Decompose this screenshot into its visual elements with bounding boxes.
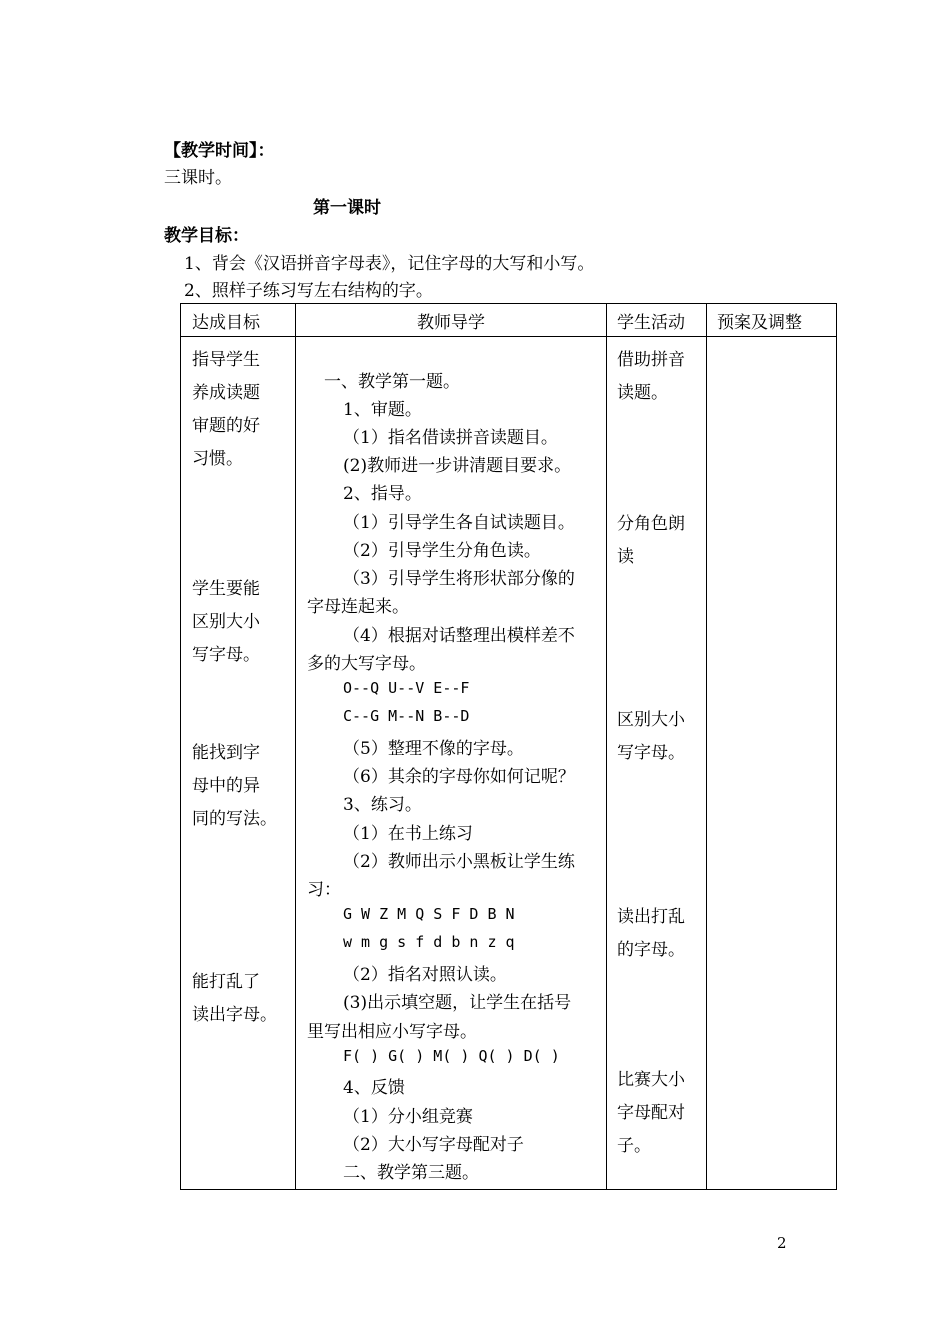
teach-line: （5）整理不像的字母。 [343,739,524,759]
teach-line: C--G M--N B--D [343,707,470,725]
goal-item: 1、背会《汉语拼音字母表》，记住字母的大写和小写。 [184,254,595,274]
teach-line: 1、审题。 [343,400,422,420]
table-header-row [181,304,837,337]
lesson-plan-table [180,303,837,1190]
lesson-title: 第一课时 [313,198,381,218]
goal-item: 2、照样子练习写左右结构的字。 [184,281,433,301]
teach-line: （3）引导学生将形状部分像的 [343,569,575,589]
teach-line: （1）指名借读拼音读题目。 [343,428,558,448]
goal-cell [181,337,296,1190]
goal-line: 习惯。 [192,449,243,469]
student-line: 读 [617,547,634,567]
student-line: 字母配对 [617,1103,685,1123]
teach-line: （2）教师出示小黑板让学生练 [343,852,575,872]
student-line: 读出打乱 [617,907,685,927]
goal-line: 能找到字 [192,743,260,763]
goal-line: 养成读题 [192,383,260,403]
student-line: 的字母。 [617,940,685,960]
teach-line: (3)出示填空题，让学生在括号 [343,993,572,1013]
teach-line: （6）其余的字母你如何记呢？ [343,767,575,787]
goal-line: 指导学生 [192,350,260,370]
student-line: 区别大小 [617,710,685,730]
goals-title: 教学目标： [164,226,249,246]
teach-line: （2）引导学生分角色读。 [343,541,541,561]
goal-line: 区别大小 [192,612,260,632]
teach-line: （4）根据对话整理出模样差不 [343,626,575,646]
teach-line: 4、反馈 [343,1078,405,1098]
teach-line: 多的大写字母。 [307,654,426,674]
student-line: 分角色朗 [617,514,685,534]
teach-line: O--Q U--V E--F [343,679,470,697]
goal-line: 能打乱了 [192,972,260,992]
teach-line: 2、指导。 [343,484,422,504]
teach-line: （1）引导学生各自试读题目。 [343,513,575,533]
teach-line: （2）大小写字母配对子 [343,1135,524,1155]
teach-line: （1）分小组竞赛 [343,1107,473,1127]
teach-line: 习： [307,880,341,900]
student-line: 子。 [617,1136,651,1156]
goal-line: 读出字母。 [192,1005,277,1025]
teach-line: 字母连起来。 [307,597,409,617]
goal-line: 学生要能 [192,579,260,599]
teacher-guide-cell [296,337,607,1190]
teaching-time-value: 三课时。 [164,168,232,188]
header-teacher-guide: 教师导学 [296,304,607,337]
teaching-time-title: 【教学时间】： [164,141,275,161]
teach-line: （2）指名对照认读。 [343,965,507,985]
teach-line: 里写出相应小写字母。 [307,1022,477,1042]
header-student-activity: 学生活动 [607,304,707,337]
table-row [181,337,837,1190]
teach-line: G W Z M Q S F D B N [343,905,515,923]
page-number: 2 [777,1234,787,1252]
teach-line: 一、教学第一题。 [324,372,460,392]
teach-line: 3、练习。 [343,795,422,815]
adjustment-cell [707,337,837,1190]
student-line: 借助拼音 [617,350,685,370]
student-activity-cell [607,337,707,1190]
goal-line: 审题的好 [192,416,260,436]
goal-line: 写字母。 [192,645,260,665]
student-line: 写字母。 [617,743,685,763]
teach-line: w m g s f d b n z q [343,933,515,951]
goal-line: 同的写法。 [192,809,277,829]
goal-line: 母中的异 [192,776,260,796]
teach-line: 二、教学第三题。 [343,1163,479,1183]
student-line: 比赛大小 [617,1070,685,1090]
teach-line: F( ) G( ) M( ) Q( ) D( ) [343,1047,560,1065]
student-line: 读题。 [617,383,668,403]
header-adjustment: 预案及调整 [707,304,837,337]
teach-line: (2)教师进一步讲清题目要求。 [343,456,572,476]
header-goal: 达成目标 [181,304,296,337]
teach-line: （1）在书上练习 [343,824,473,844]
